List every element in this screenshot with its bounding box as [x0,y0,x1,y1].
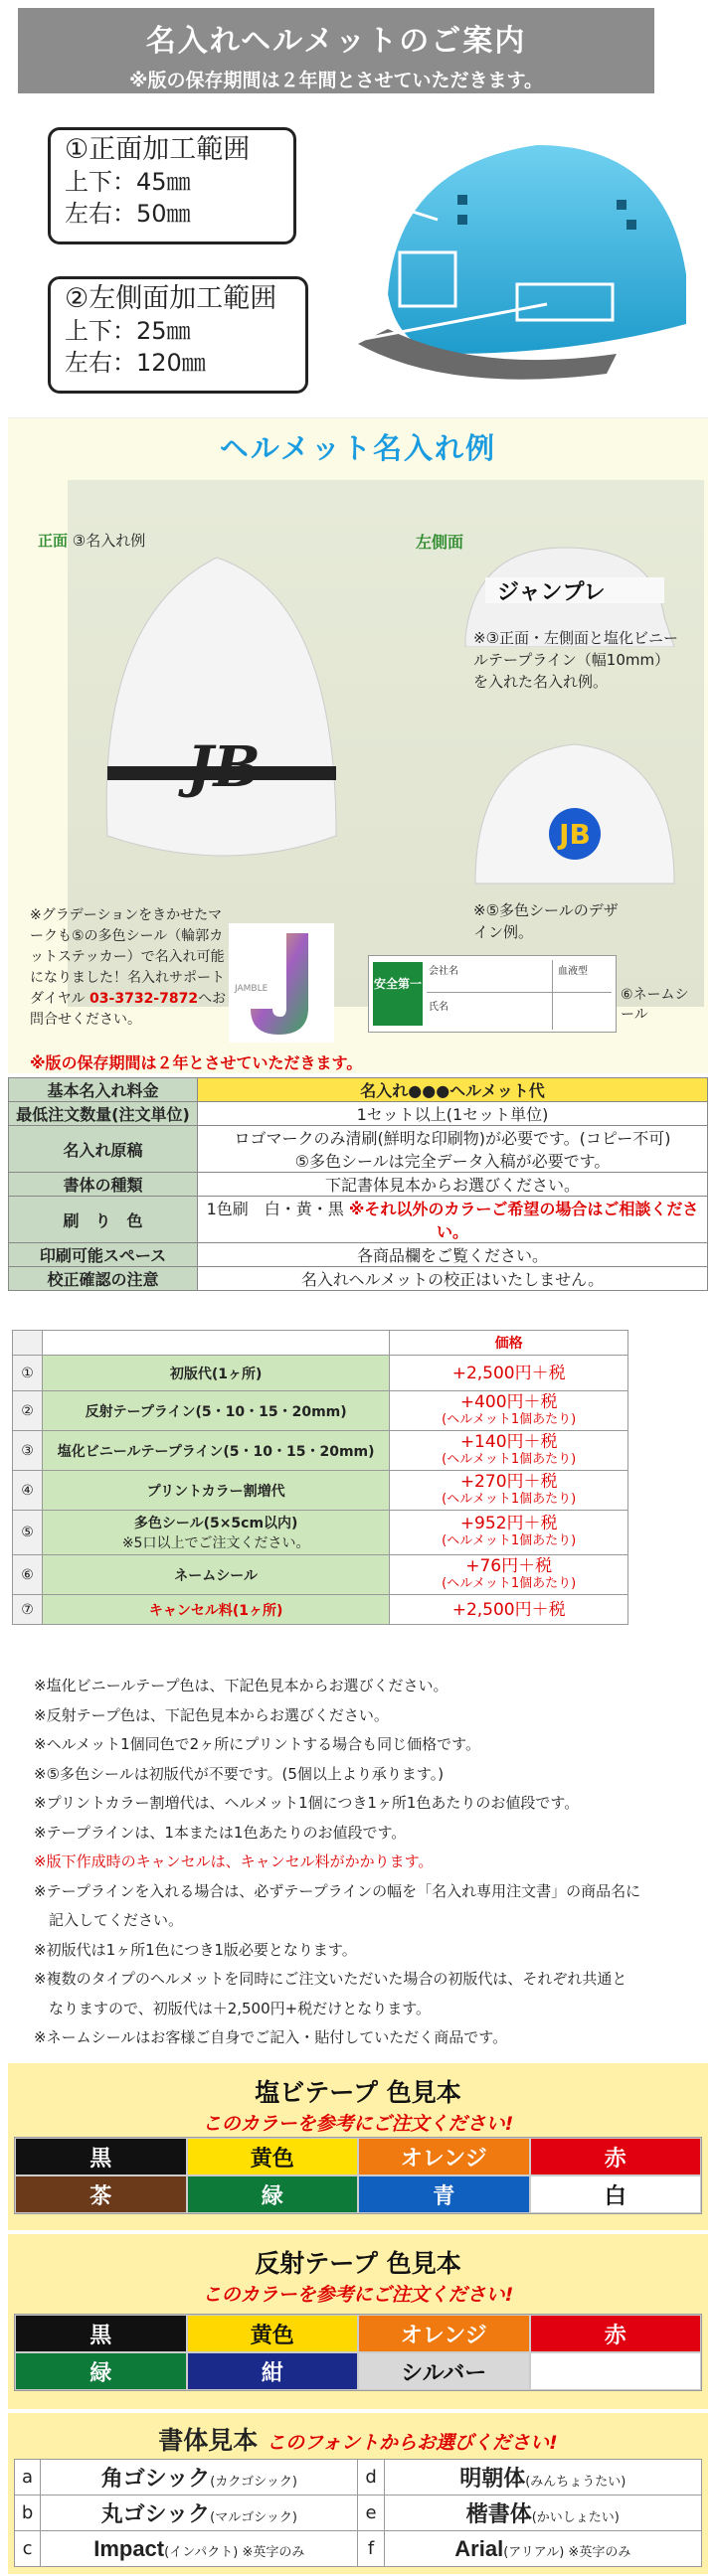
font-reading: (インパクト) ※英字のみ [164,2544,305,2560]
table-row [9,1267,708,1291]
color-swatch: 赤 [530,2315,702,2352]
support-phone-suffix: へお問合せください。 [30,991,227,1028]
note-item: ※テープラインを入れる場合は、必ずテープラインの幅を「名入れ専用注文書」の商品名に [34,1881,641,1900]
card-field-blood: 血液型 [558,966,588,977]
color-swatch: 赤 [530,2138,702,2175]
color-swatch: 白 [530,2175,702,2213]
row-price-unit: (ヘルメット1個あたり) [442,1411,577,1427]
font-subtitle: このフォントからお選びください! [267,2432,558,2454]
font-letter: f [358,2531,384,2567]
font-sample: 角ゴシック [100,2467,211,2492]
color-swatch: 黄色 [187,2138,359,2175]
card-field-company: 会社名 [429,966,458,977]
note-item: 記入してください。 [34,1911,184,1929]
font-sample: Impact [93,2535,165,2561]
side-range-vertical: 上下：25㎜ [65,317,191,345]
font-letter: b [15,2496,41,2531]
row-value: 各商品欄をご覧ください。 [198,1243,708,1267]
font-sample-table [14,2459,702,2567]
manuscript-line-2: ⑤多色シールは完全データ入稿が必要です。 [294,1152,611,1171]
table-row [13,1511,628,1555]
gradient-j-mark [229,923,334,1043]
row-price-unit: (ヘルメット1個あたり) [442,1533,577,1548]
note-item: ※塩化ビニールテープ色は、下記色見本からお選びください。 [34,1677,448,1694]
table-row [9,1197,708,1243]
example-title: ヘルメット名入れ例 [219,431,497,465]
page-title: 名入れヘルメットのご案内 [145,24,527,59]
vinyl-color-section [8,2063,708,2230]
row-number: ② [13,1391,43,1431]
font-reading: (カクゴシック) [210,2475,297,2490]
table-row [9,1173,708,1197]
table-row [13,1471,628,1511]
row-name: キャンセル料(1ヶ所) [42,1595,389,1625]
font-sample-section [8,2413,708,2574]
note-item: なりますので、初版代は＋2,500円+税だけとなります。 [34,1999,432,2017]
row-key: 書体の種類 [9,1173,198,1197]
gradation-note [30,905,229,1031]
font-letter: d [358,2460,384,2496]
color-swatch: オレンジ [358,2315,530,2352]
row-price: +140円＋税 [459,1431,558,1452]
row-price: +2,500円＋税 [390,1595,628,1625]
font-title-wrap [8,2421,708,2457]
color-swatch: 黒 [15,2138,187,2175]
row-key: 印刷可能スペース [9,1243,198,1267]
side-range-box [48,276,308,394]
row-name: 多色シール(5×5cm以内) [133,1516,298,1531]
font-sample: 楷書体 [465,2501,532,2526]
row-name: 初版代(1ヶ所) [42,1356,389,1391]
table-row [9,1126,708,1173]
note-item: ※プリントカラー割増代は、ヘルメット1個につき1ヶ所1色あたりのお値段です。 [34,1794,580,1812]
row-key: 最低注文数量(注文単位) [9,1102,198,1126]
row-name-note: ※5口以上でご注文ください。 [121,1535,310,1551]
table-row [15,2460,702,2496]
option-price-table [12,1330,628,1625]
note-item: ※版下作成時のキャンセルは、キャンセル料がかかります。 [34,1852,434,1870]
row-number: ④ [13,1471,43,1511]
reflect-color-grid [14,2314,702,2391]
vinyl-subtitle: このカラーを参考にご注文ください! [202,2113,514,2135]
color-consult-note: ※それ以外のカラーご希望の場合はご相談ください。 [348,1200,699,1241]
row-value: 名入れヘルメットの校正はいたしません。 [198,1267,708,1291]
font-letter: a [15,2460,41,2496]
table-row [13,1431,628,1471]
gradation-note-text: ※グラデーションをきかせたマークも⑤の多色シール（輪郭カットステッカー）で名入れ可能になりました！名入れサポートダイヤル [30,907,225,1007]
row-value: 1セット以上(1セット単位) [198,1102,708,1126]
row-number: ⑦ [13,1595,43,1625]
color-swatch: 黄色 [187,2315,359,2352]
name-sticker-label: ⑥ネームシール [621,987,689,1023]
vinyl-title: 塩ビテープ 色見本 [255,2078,461,2107]
note-item: ※テープラインは、1本または1色あたりのお値段です。 [34,1823,407,1842]
header-banner [18,8,654,93]
white-helmet-sticker-image [465,734,684,893]
font-reading: (みんちょうたい) [525,2475,626,2490]
basic-pricing-table [8,1077,708,1291]
row-price: +952円＋税 [459,1514,558,1533]
note-item: ※⑤多色シールは初版代が不要です。(5個以上より承ります。) [34,1764,445,1783]
note-item: ※反射テープ色は、下記色見本からお選びください。 [34,1705,389,1724]
color-swatch: 緑 [187,2175,359,2213]
font-sample: 丸ゴシック [100,2502,211,2527]
font-reading: (アリアル) ※英字のみ [503,2544,631,2560]
row-price: +2,500円＋税 [390,1356,628,1391]
table-row [13,1391,628,1431]
note-item: ※ヘルメット1個同色で2ヶ所にプリントする場合も同じ価格です。 [34,1735,480,1753]
color-swatch: オレンジ [358,2138,530,2175]
row-name: 反射テープライン(5・10・15・20mm) [42,1391,389,1431]
row-key: 名入れ原稿 [9,1126,198,1173]
font-letter: c [15,2531,41,2567]
row-key: 刷 り 色 [9,1197,198,1243]
table-row [9,1243,708,1267]
reflect-color-section [8,2234,708,2409]
note-item: ※ネームシールはお客様ご自身でご記入・貼付していただく商品です。 [34,2028,508,2046]
row-key: 基本名入れ料金 [9,1078,198,1102]
table-row [13,1356,628,1391]
row-name: プリントカラー割増代 [42,1471,389,1511]
front-range-vertical: 上下：45㎜ [65,168,191,196]
reflect-subtitle: このカラーを参考にご注文ください! [202,2284,514,2306]
support-phone[interactable]: 03-3732-7872 [90,991,199,1007]
row-price-unit: (ヘルメット1個あたり) [442,1491,577,1507]
table-header-row [13,1331,628,1356]
print-colors: 1色刷 白・黄・黒 [206,1200,344,1218]
blue-helmet-image [328,125,696,413]
color-swatch: 緑 [15,2352,187,2390]
table-row [13,1595,628,1625]
color-swatch: 茶 [15,2175,187,2213]
row-price: +76円＋税 [465,1555,553,1576]
row-price: +270円＋税 [459,1471,558,1492]
note-item: ※初版代は1ヶ所1色につき1版必要となります。 [34,1940,357,1959]
manuscript-line-1: ロゴマークのみ清刷(鮮明な印刷物)が必要です。(コピー不可) [234,1129,671,1148]
front-note: ③名入れ例 [72,532,146,550]
color-swatch [530,2352,702,2390]
row-price: +400円＋税 [459,1391,558,1412]
font-sample: 明朝体 [459,2466,526,2492]
notes-list [34,1672,690,2053]
row-number: ⑥ [13,1555,43,1595]
front-range-label: ①正面加工範囲 [65,134,251,165]
vinyl-color-grid [14,2137,702,2214]
front-logo: JB [187,734,261,800]
sticker-logo: JB [559,818,591,851]
font-sample: Arial [454,2535,504,2561]
name-sticker-card [368,955,617,1033]
row-value [198,1126,708,1173]
row-price-unit: (ヘルメット1個あたり) [442,1451,577,1467]
reflect-title: 反射テープ 色見本 [255,2249,461,2278]
color-swatch: 青 [358,2175,530,2213]
table-row [9,1078,708,1102]
row-number: ① [13,1356,43,1391]
front-range-box [48,127,296,244]
price-header: 価格 [390,1331,628,1356]
table-row [13,1555,628,1595]
front-label-text: 正面 [38,532,69,550]
side-range-label: ②左側面加工範囲 [65,283,277,314]
row-value [198,1197,708,1243]
row-number: ⑤ [13,1511,43,1555]
side-sticker-text: ジャンプレ [497,580,606,605]
row-name: ネームシール [42,1555,389,1595]
row-number: ③ [13,1431,43,1471]
note-3: ※③正面・左側面と塩化ビニールテープライン（幅10mm）を入れた名入れ例。 [473,629,679,691]
font-title: 書体見本 [158,2426,259,2455]
card-field-name: 氏名 [429,1002,448,1013]
font-reading: (マルゴシック) [210,2510,298,2525]
example-footer: ※版の保存期間は２年とさせていただきます。 [30,1053,363,1072]
table-row [9,1102,708,1126]
table-row [15,2496,702,2531]
jamble-text: JAMBLE [235,984,268,994]
note-5: ※⑤多色シールのデザイン例。 [473,901,619,941]
white-helmet-front-image [88,538,356,905]
note-item: ※複数のタイプのヘルメットを同時にご注文いただいた場合の初版代は、それぞれ共通と [34,1970,627,1988]
color-swatch: 黒 [15,2315,187,2352]
example-section [8,417,708,1073]
color-swatch: 紺 [187,2352,359,2390]
side-range-horizontal: 左右：120㎜ [65,349,206,377]
table-row [15,2531,702,2567]
row-value: 名入れ●●●ヘルメット代 [198,1078,708,1102]
row-name: 塩化ビニールテープライン(5・10・15・20mm) [42,1431,389,1471]
safety-first-badge: 安全第一 [373,962,423,1026]
left-label: 左側面 [416,533,464,552]
row-price-unit: (ヘルメット1個あたり) [442,1575,577,1591]
row-key: 校正確認の注意 [9,1267,198,1291]
color-swatch: シルバー [358,2352,530,2390]
row-value: 下記書体見本からお選びください。 [198,1173,708,1197]
font-reading: (かいしょたい) [531,2510,620,2525]
page-subtitle: ※版の保存期間は２年間とさせていただきます。 [129,70,543,91]
front-range-horizontal: 左右：50㎜ [65,200,191,228]
font-letter: e [358,2496,384,2531]
